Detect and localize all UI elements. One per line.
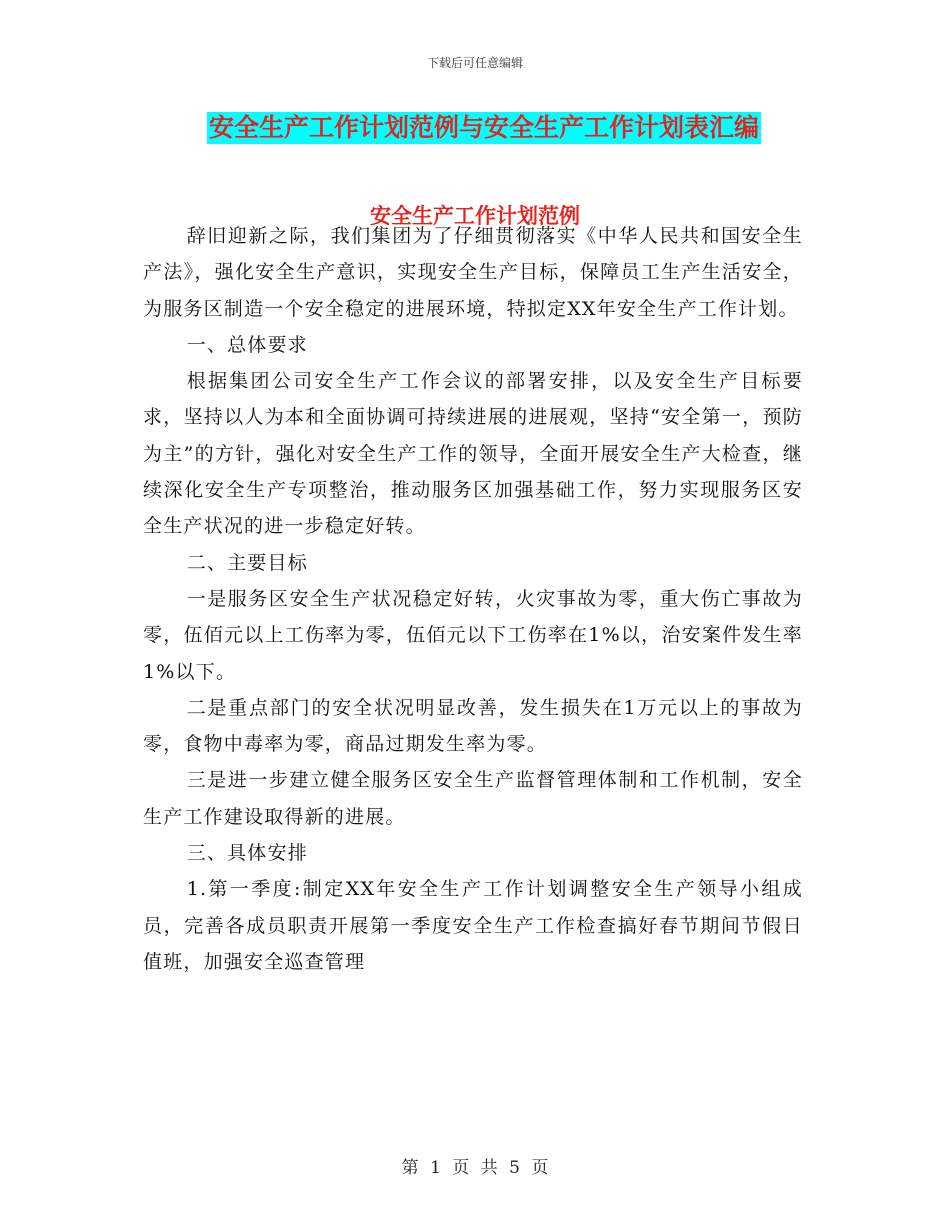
heading-general-requirements: 一、总体要求 — [186, 333, 308, 356]
section-title: 安全生产工作计划范例 — [370, 204, 580, 228]
page-number-footer: 第 1 页 共 5 页 — [401, 1158, 549, 1178]
paragraph-goal-one: 一是服务区安全生产状况稳定好转，火灾事故为零，重大伤亡事故为零，伍佰元以上工伤率为零，伍佰元以下工伤率在1%以，治安案件发生率1%以下。 — [143, 587, 803, 683]
paragraph-goal-three: 三是进一步建立健全服务区安全生产监督管理体制和工作机制，安全生产工作建设取得新的进展。 — [143, 769, 803, 828]
paragraph-goal-two: 二是重点部门的安全状况明显改善，发生损失在1万元以上的事故为零，食物中毒率为零，商品过期发生率为零。 — [143, 696, 803, 756]
paragraph-first-quarter: 1.第一季度:制定XX年安全生产工作计划调整安全生产领导小组成员，完善各成员职责开展第一季度安全生产工作检查搞好春节期间节假日值班，加强安全巡查管理 — [143, 878, 803, 973]
header-note: 下载后可任意编辑 — [426, 56, 523, 70]
paragraph-general-requirements: 根据集团公司安全生产工作会议的部署安排，以及安全生产目标要求，坚持以人为本和全面协调可持续进展的进展观，坚持“安全第一，预防为主”的方针，强化对安全生产工作的领导，全面开展安全生产大检查，继续深化安全生产专项整治，推动服务区加强基础工作，努力实现服务区安全生产状况的进一步稳定好转。 — [143, 370, 803, 538]
document-body — [143, 218, 803, 980]
paragraph-intro: 辞旧迎新之际，我们集团为了仔细贯彻落实《中华人民共和国安全生产法》，强化安全生产意识，实现安全生产目标，保障员工生产生活安全，为服务区制造一个安全稳定的进展环境，特拟定XX年安全生产工作计划。 — [143, 225, 803, 320]
heading-specific-arrangements: 三、具体安排 — [186, 842, 308, 865]
heading-main-goals: 二、主要目标 — [186, 551, 308, 574]
document-title: 安全生产工作计划范例与安全生产工作计划表汇编 — [209, 113, 760, 142]
